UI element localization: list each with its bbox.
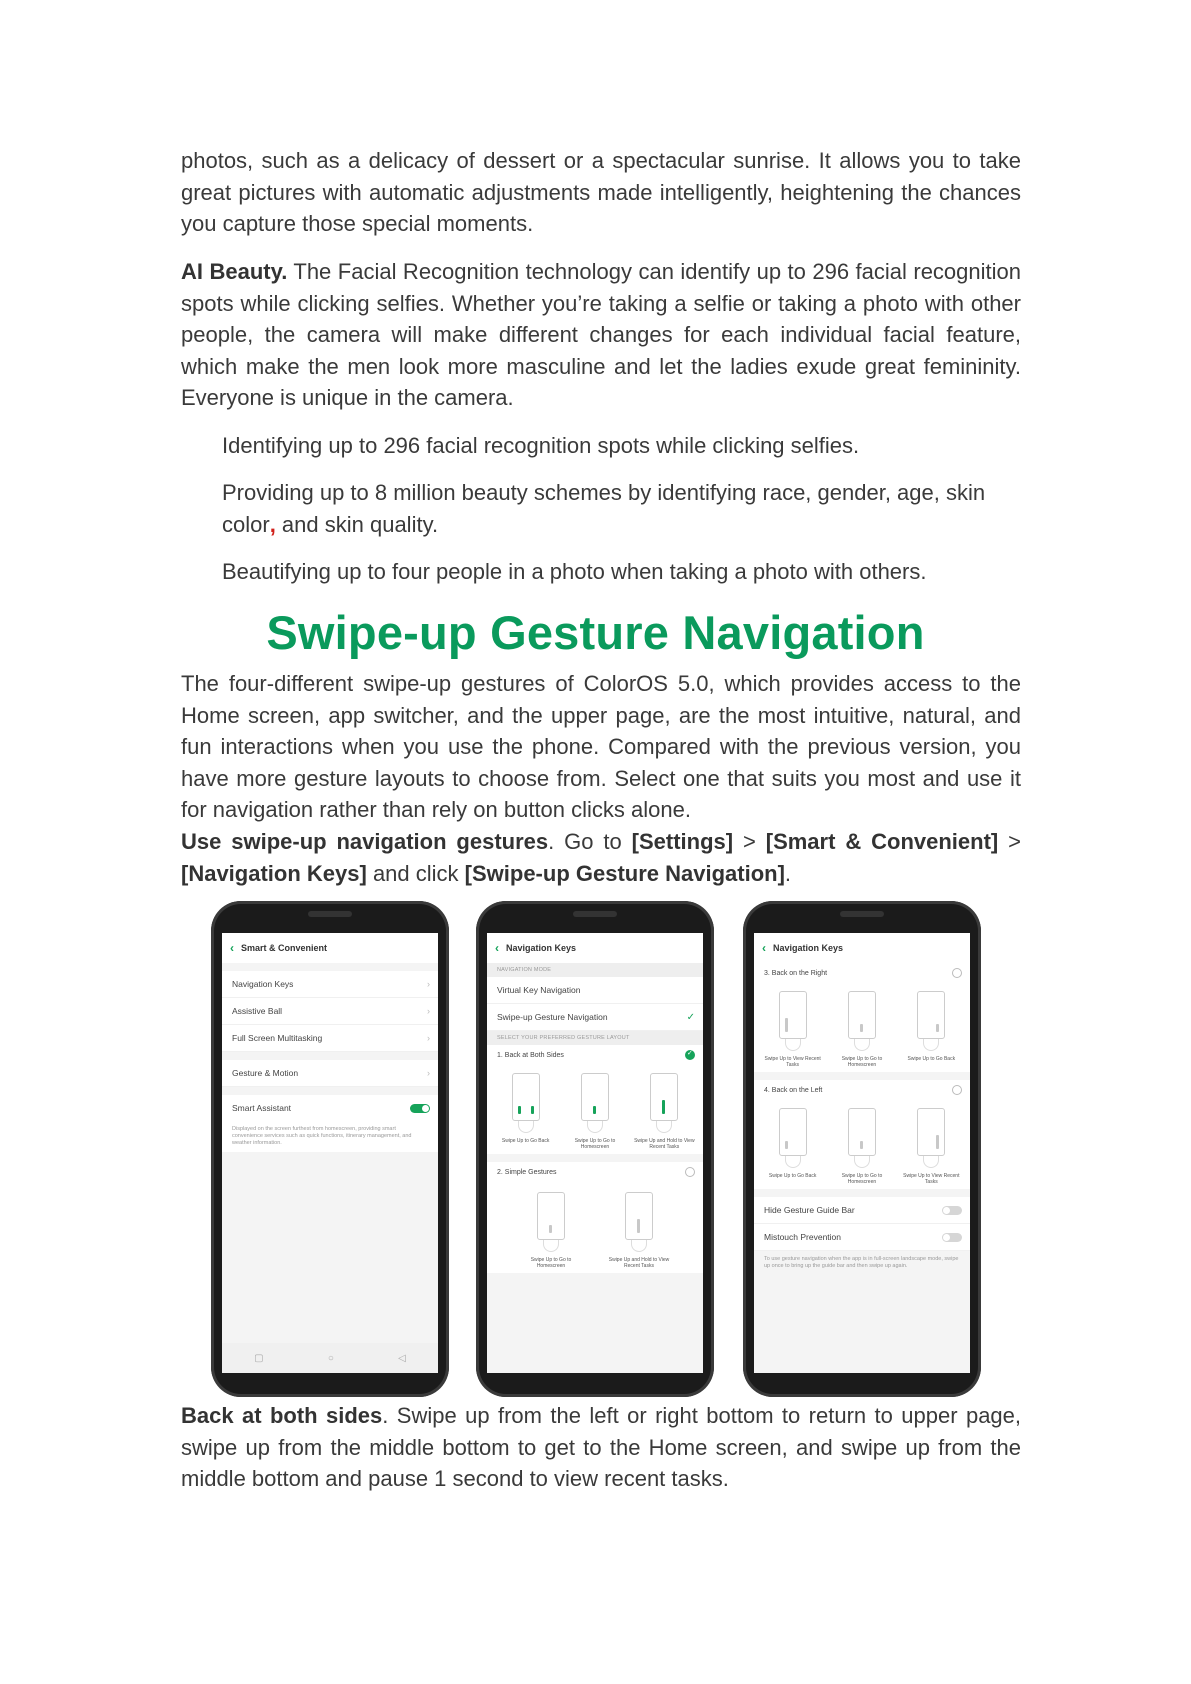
use-gestures-paragraph: Use swipe-up navigation gestures. Go to [Settings] > [Smart & Convenient] > [Navigation Keys] and click [Swipe-up Gesture Navigation].	[181, 829, 1021, 886]
layout-option: 2. Simple Gestures	[487, 1162, 703, 1182]
hint-text: To use gesture navigation when the app is in full-screen landscape mode, swipe up once to bring up the guide bar and then swipe up again.	[764, 1256, 959, 1269]
toggle-on-icon	[410, 1104, 430, 1113]
chevron-right-icon: ›	[427, 979, 430, 989]
red-comma: ,	[269, 511, 276, 537]
gesture-illustrations: Swipe Up to Go Back Swipe Up to Go to Homescreen Swipe Up to View Recent Tasks	[754, 1100, 970, 1189]
screen-header: ‹ Navigation Keys	[487, 933, 703, 963]
checkmark-icon: ✓	[686, 1011, 695, 1023]
gesture-illustrations: Swipe Up to View Recent Tasks Swipe Up to Go to Homescreen Swipe Up to Go Back	[754, 983, 970, 1072]
back-chevron-icon: ‹	[762, 941, 766, 955]
gesture-illustrations: Swipe Up to Go to Homescreen Swipe Up and Hold to View Recent Tasks	[487, 1182, 703, 1273]
ai-beauty-paragraph	[181, 256, 1021, 414]
chevron-right-icon: ›	[427, 1068, 430, 1078]
nav-paragraph: The four-different swipe-up gestures of ColorOS 5.0, which provides access to the Home screen, app switcher, and the upper page, are the most intuitive, natural, and fun interactions when you use the phone. Compared with the previous version, you have more gesture layouts to choose from. Select one that suits you most and use it for navigation rather than rely on button clicks alone.	[181, 671, 1021, 822]
nav-bar	[222, 1343, 438, 1373]
list-item: Assistive Ball ›	[222, 998, 438, 1025]
bullet-item: Beautifying up to four people in a photo when taking a photo with others.	[222, 559, 927, 584]
back-chevron-icon: ‹	[230, 941, 234, 955]
layout-option: 4. Back on the Left	[754, 1080, 970, 1100]
layout-option: 1. Back at Both Sides ✓	[487, 1045, 703, 1065]
radio-icon	[952, 968, 962, 978]
toggle-off-icon	[942, 1233, 962, 1242]
radio-icon	[952, 1085, 962, 1095]
list-item: Gesture & Motion ›	[222, 1060, 438, 1087]
bullet-item: Providing up to 8 million beauty schemes by identifying race, gender, age, skin color, and skin quality.	[222, 480, 986, 537]
ai-beauty-lead: AI Beauty.	[181, 259, 288, 284]
radio-selected-icon	[685, 1050, 695, 1060]
square-icon: ▢	[254, 1352, 264, 1364]
bullet-item: Identifying up to 296 facial recognition spots while clicking selfies.	[222, 433, 860, 458]
list-item: Navigation Keys ›	[222, 971, 438, 998]
ai-beauty-text: The Facial Recognition technology can identify up to 296 facial recognition spots while clicking selfies. Whether you’re taking a selfie or taking a photo with other people, the camera will make different changes for each individual facial feature, which make the men look more masculine and let the ladies exude great femininity. Everyone is unique in the camera.	[181, 259, 1021, 410]
list-item: Virtual Key Navigation	[487, 977, 703, 1004]
list-item: Full Screen Multitasking ›	[222, 1025, 438, 1052]
triangle-back-icon: ◁	[398, 1352, 406, 1364]
screen-header: ‹ Navigation Keys	[754, 933, 970, 963]
circle-icon: ○	[327, 1352, 334, 1364]
screen-header: ‹ Smart & Convenient	[222, 933, 438, 963]
intro-paragraph: photos, such as a delicacy of dessert or a spectacular sunrise. It allows you to take great pictures with automatic adjustments made intelligently, heightening the chances you capture those special moments.	[181, 148, 1021, 236]
layout-option: 3. Back on the Right	[754, 963, 970, 983]
list-item: Mistouch Prevention	[754, 1224, 970, 1251]
toggle-off-icon	[942, 1206, 962, 1215]
list-item: Smart Assistant	[222, 1095, 438, 1121]
phone-screenshot-navigation-keys-layouts	[743, 901, 981, 1397]
radio-icon	[685, 1167, 695, 1177]
phone-screenshot-navigation-keys: ‹ Navigation Keys NAVIGATION MODE Virtual Key Navigation Swipe-up Gesture Navigation ✓ SELECT YOUR PREFERRED GESTURE LAYOUT 1. Back at Both Sides ✓ Swipe Up to Go Back Swipe Up to Go to Homescreen Swipe Up and Hold to View Recent Tasks 2. Simple Gestures Swipe Up to Go to Homescreen Swipe Up and Hold to View Recent Tasks	[476, 901, 714, 1397]
gesture-illustrations: Swipe Up to Go Back Swipe Up to Go to Homescreen Swipe Up and Hold to View Recent Tasks	[487, 1065, 703, 1154]
back-chevron-icon: ‹	[495, 941, 499, 955]
chevron-right-icon: ›	[427, 1033, 430, 1043]
list-item: Hide Gesture Guide Bar	[754, 1197, 970, 1224]
section-heading: Swipe-up Gesture Navigation	[266, 606, 925, 659]
back-both-sides-paragraph: Back at both sides. Swipe up from the left or right bottom to return to upper page, swipe up from the middle bottom to get to the Home screen, and swipe up from the middle bottom and pause 1 second to view recent tasks.	[181, 1403, 1022, 1491]
list-item: Swipe-up Gesture Navigation ✓	[487, 1004, 703, 1031]
hint-text: Displayed on the screen furthest from homescreen, providing smart convenience services such as quick functions, itinerary management, and weather information.	[222, 1121, 438, 1152]
phone-screenshot-smart-convenient	[211, 901, 449, 1397]
chevron-right-icon: ›	[427, 1006, 430, 1016]
